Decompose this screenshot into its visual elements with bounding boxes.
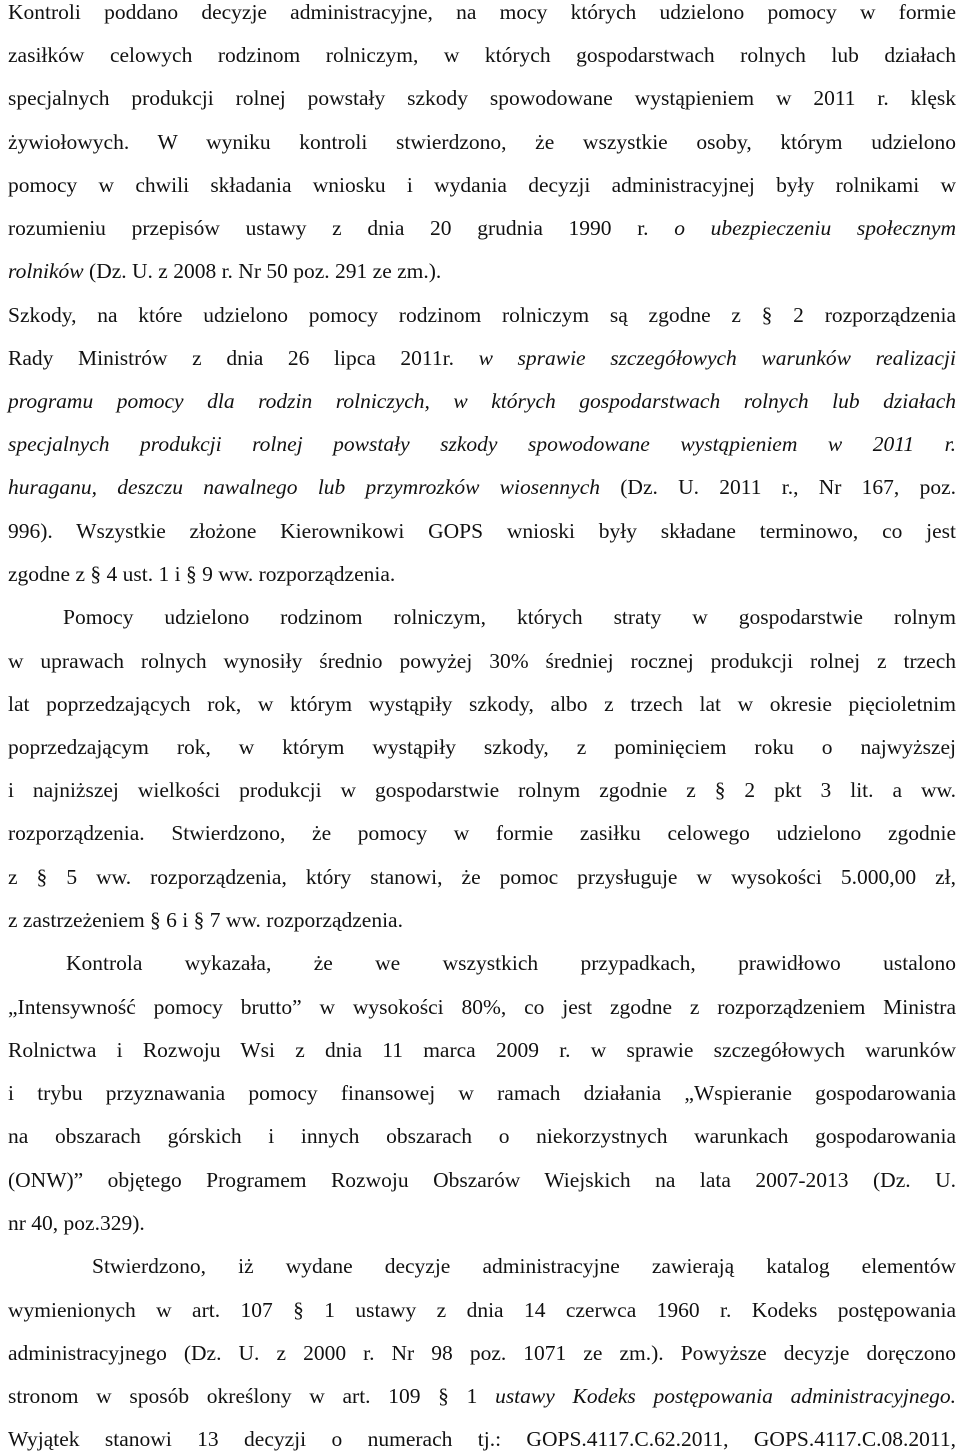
- text-line: specjalnych produkcji rolnej powstały szkody spowodowane wystąpieniem w 2011 r.: [8, 432, 956, 456]
- text-line: Rady Ministrów z dnia 26 lipca 2011r. w sprawie szczegółowych warunków realizacji: [8, 346, 956, 370]
- text-line: z § 5 ww. rozporządzenia, który stanowi, że pomoc przysługuje w wysokości 5.000,00 zł,: [8, 865, 956, 889]
- text-line: Wyjątek stanowi 13 decyzji o numerach tj.: GOPS.4117.C.62.2011, GOPS.4117.C.08.2011,: [8, 1427, 956, 1451]
- text-line: Kontroli poddano decyzje administracyjne, na mocy których udzielono pomocy w formie: [8, 0, 956, 24]
- text-line: Rolnictwa i Rozwoju Wsi z dnia 11 marca 2009 r. w sprawie szczegółowych warunków: [8, 1038, 956, 1062]
- text-line: poprzedzającym rok, w którym wystąpiły szkody, z pominięciem roku o najwyższej: [8, 735, 956, 759]
- text-line: i trybu przyznawania pomocy finansowej w ramach działania „Wspieranie gospodarowania: [8, 1081, 956, 1105]
- text-line: i najniższej wielkości produkcji w gospodarstwie rolnym zgodnie z § 2 pkt 3 lit. a ww.: [8, 778, 956, 802]
- text-line: żywiołowych. W wyniku kontroli stwierdzono, że wszystkie osoby, którym udzielono: [8, 130, 956, 154]
- text-line: administracyjnego (Dz. U. z 2000 r. Nr 98 poz. 1071 ze zm.). Powyższe decyzje doręczono: [8, 1341, 956, 1365]
- text-line: specjalnych produkcji rolnej powstały szkody spowodowane wystąpieniem w 2011 r. klęsk: [8, 86, 956, 110]
- text-line: Stwierdzono, iż wydane decyzje administracyjne zawierają katalog elementów: [92, 1254, 956, 1278]
- text-line: pomocy w chwili składania wniosku i wydania decyzji administracyjnej były rolnikami w: [8, 173, 956, 197]
- text-line: stronom w sposób określony w art. 109 § 1 ustawy Kodeks postępowania administracyjnego.: [8, 1384, 956, 1408]
- text-line: rozporządzenia. Stwierdzono, że pomocy w formie zasiłku celowego udzielono zgodnie: [8, 821, 956, 845]
- text-line: nr 40, poz.329).: [8, 1211, 145, 1235]
- text-line: programu pomocy dla rodzin rolniczych, w których gospodarstwach rolnych lub działach: [8, 389, 956, 413]
- text-line: Kontrola wykazała, że we wszystkich przypadkach, prawidłowo ustalono: [66, 951, 956, 975]
- text-line: na obszarach górskich i innych obszarach o niekorzystnych warunkach gospodarowania: [8, 1124, 956, 1148]
- text-line: zasiłków celowych rodzinom rolniczym, w których gospodarstwach rolnych lub działach: [8, 43, 956, 67]
- text-line: lat poprzedzających rok, w którym wystąpiły szkody, albo z trzech lat w okresie pięcioletnim: [8, 692, 956, 716]
- text-line: rozumieniu przepisów ustawy z dnia 20 grudnia 1990 r. o ubezpieczeniu społecznym: [8, 216, 956, 240]
- text-line: z zastrzeżeniem § 6 i § 7 ww. rozporządzenia.: [8, 908, 403, 932]
- text-line: w uprawach rolnych wynosiły średnio powyżej 30% średniej rocznej produkcji rolnej z trzech: [8, 649, 956, 673]
- text-line: Szkody, na które udzielono pomocy rodzinom rolniczym są zgodne z § 2 rozporządzenia: [8, 303, 956, 327]
- text-line: (ONW)” objętego Programem Rozwoju Obszarów Wiejskich na lata 2007-2013 (Dz. U.: [8, 1168, 956, 1192]
- text-line: Pomocy udzielono rodzinom rolniczym, których straty w gospodarstwie rolnym: [63, 605, 956, 629]
- text-line: rolników (Dz. U. z 2008 r. Nr 50 poz. 291 ze zm.).: [8, 259, 442, 283]
- text-line: 996). Wszystkie złożone Kierownikowi GOPS wnioski były składane terminowo, co jest: [8, 519, 956, 543]
- text-line: huraganu, deszczu nawalnego lub przymrozków wiosennych (Dz. U. 2011 r., Nr 167, poz.: [8, 475, 956, 499]
- text-line: zgodne z § 4 ust. 1 i § 9 ww. rozporządzenia.: [8, 562, 396, 586]
- text-line: wymienionych w art. 107 § 1 ustawy z dnia 14 czerwca 1960 r. Kodeks postępowania: [8, 1298, 956, 1322]
- text-line: „Intensywność pomocy brutto” w wysokości 80%, co jest zgodne z rozporządzeniem Ministra: [8, 995, 956, 1019]
